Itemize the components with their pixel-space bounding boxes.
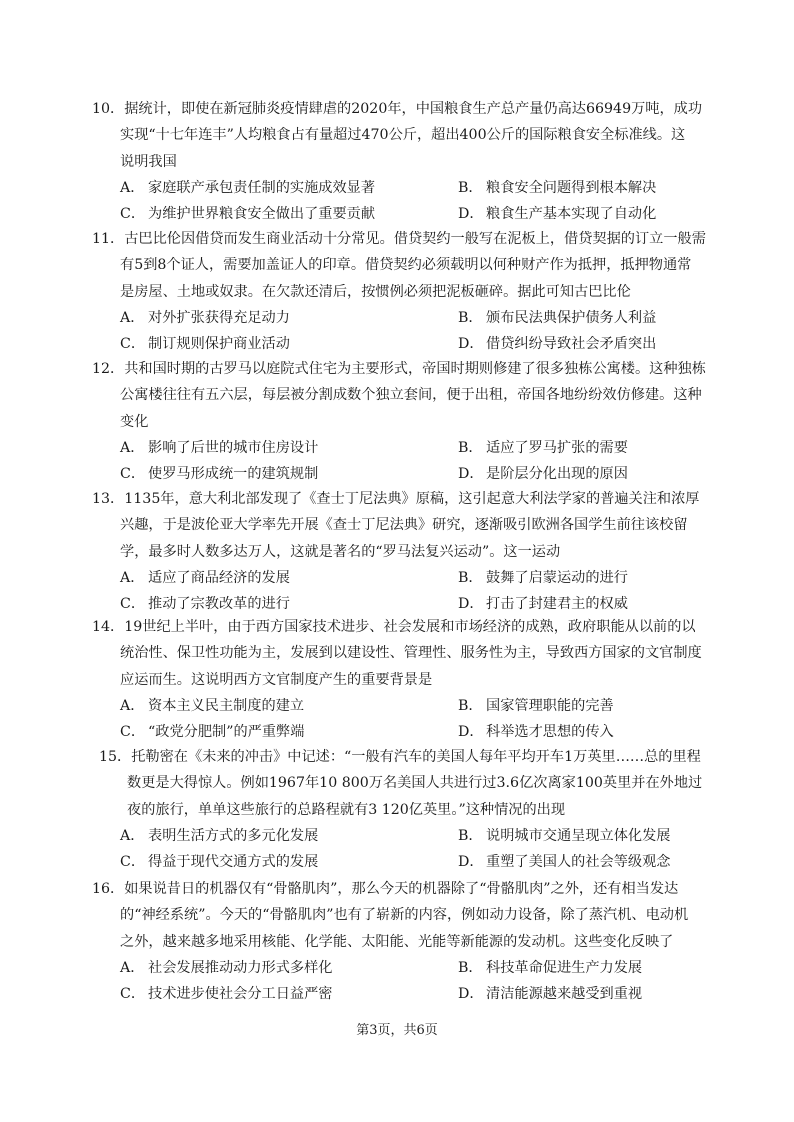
- stem-line: 有5到8个证人，需要加盖证人的印章。借贷契约必须载明以何种财产作为抵押，抵押物通常: [120, 257, 692, 274]
- option-b: B． 适应了罗马扩张的需要: [458, 440, 628, 457]
- question-stem: [92, 614, 717, 693]
- option-b: B． 鼓舞了启蒙运动的进行: [458, 570, 628, 587]
- question-11: [92, 226, 717, 357]
- question-stem: [92, 876, 717, 955]
- question-15: [99, 744, 724, 875]
- option-c: C． 推动了宗教改革的进行: [120, 596, 290, 613]
- option-d: D． 科举选才思想的传入: [458, 724, 614, 741]
- option-a: A． 家庭联产承包责任制的实施成效显著: [120, 180, 376, 197]
- question-stem: [92, 96, 717, 175]
- question-stem: [92, 356, 717, 435]
- option-b: B． 颁布民法典保护债务人利益: [458, 310, 657, 327]
- question-16: [92, 876, 717, 1007]
- option-list: [92, 565, 717, 617]
- option-c: C． 使罗马形成统一的建筑规制: [120, 466, 319, 483]
- question-14: [92, 614, 717, 745]
- stem-line: 应运而生。这说明西方文官制度产生的重要背景是: [120, 671, 433, 688]
- stem-line: 10．据统计，即使在新冠肺炎疫情肆虐的2020年，中国粮食生产总产量仍高达66949万吨，成功: [92, 101, 703, 117]
- option-b: B． 粮食安全问题得到根本解决: [458, 180, 657, 197]
- stem-line: 之外，越来越多地采用核能、化学能、太阳能、光能等新能源的发动机。这些变化反映了: [120, 933, 674, 950]
- option-c: C． 技术进步使社会分工日益严密: [120, 986, 333, 1003]
- stem-line: 公寓楼往往有五六层，每层被分割成数个独立套间，便于出租，帝国各地纷纷效仿修建。这种: [120, 387, 702, 404]
- stem-line: 统治性、保卫性功能为主，发展到以建设性、管理性、服务性为主，导致西方国家的文官制度: [120, 645, 702, 662]
- stem-line: 是房屋、土地或奴隶。在欠款还清后，按惯例必须把泥板砸碎。据此可知古巴比伦: [120, 283, 631, 300]
- option-d: D． 粮食生产基本实现了自动化: [458, 206, 657, 223]
- question-stem: [92, 486, 717, 565]
- option-a: A． 对外扩张获得充足动力: [120, 310, 290, 327]
- stem-line: 变化: [120, 413, 149, 430]
- option-a: A． 表明生活方式的多元化发展: [120, 828, 319, 845]
- question-stem: [99, 744, 724, 823]
- option-d: D． 清洁能源越来越受到重视: [458, 986, 643, 1003]
- option-c: C． 得益于现代交通方式的发展: [120, 854, 319, 871]
- option-list: [99, 823, 724, 875]
- option-d: D． 是阶层分化出现的原因: [458, 466, 628, 483]
- stem-line: 15．托勒密在《未来的冲击》中记述：“一般有汽车的美国人每年平均开车1万英里……总的里程: [99, 749, 701, 765]
- option-b: B． 国家管理职能的完善: [458, 698, 614, 715]
- option-b: B． 说明城市交通呈现立体化发展: [458, 828, 671, 845]
- question-stem: [92, 226, 717, 305]
- question-12: [92, 356, 717, 487]
- option-list: [92, 175, 717, 227]
- stem-line: 兴趣，于是波伦亚大学率先开展《查士丁尼法典》研究，逐渐吸引欧洲各国学生前往该校留: [120, 517, 688, 534]
- option-d: D． 借贷纠纷导致社会矛盾突出: [458, 336, 657, 353]
- question-10: [92, 96, 717, 227]
- option-c: C． “政党分肥制”的严重弊端: [120, 724, 305, 741]
- option-c: C． 为维护世界粮食安全做出了重要贡献: [120, 206, 376, 223]
- option-list: [92, 435, 717, 487]
- option-d: D． 打击了封建君主的权威: [458, 596, 628, 613]
- stem-line: 说明我国: [120, 153, 177, 170]
- stem-line: 实现“十七年连丰”人均粮食占有量超过470公斤，超出400公斤的国际粮食安全标准线。这: [120, 127, 686, 144]
- page-footer: 第3页，共6页: [356, 1023, 438, 1038]
- stem-line: 14．19世纪上半叶，由于西方国家技术进步、社会发展和市场经济的成熟，政府职能从以前的以: [92, 619, 696, 635]
- stem-line: 的“神经系统”。今天的“骨骼肌肉”也有了崭新的内容，例如动力设备，除了蒸汽机、电动机: [120, 907, 689, 924]
- option-list: [92, 693, 717, 745]
- option-list: [92, 305, 717, 357]
- option-list: [92, 955, 717, 1007]
- option-c: C． 制订规则保护商业活动: [120, 336, 290, 353]
- option-a: A． 社会发展推动动力形式多样化: [120, 960, 333, 977]
- option-a: A． 资本主义民主制度的建立: [120, 698, 305, 715]
- stem-line: 12．共和国时期的古罗马以庭院式住宅为主要形式，帝国时期则修建了很多独栋公寓楼。这种独栋: [92, 361, 706, 377]
- stem-line: 11．古巴比伦因借贷而发生商业活动十分常见。借贷契约一般写在泥板上，借贷契据的订立一般需: [92, 231, 706, 247]
- stem-line: 13．1135年，意大利北部发现了《查士丁尼法典》原稿，这引起意大利法学家的普遍关注和浓厚: [92, 491, 700, 507]
- option-d: D． 重塑了美国人的社会等级观念: [458, 854, 671, 871]
- option-b: B． 科技革命促进生产力发展: [458, 960, 643, 977]
- option-a: A． 影响了后世的城市住房设计: [120, 440, 319, 457]
- stem-line: 夜的旅行，单单这些旅行的总路程就有3 120亿英里。”这种情况的出现: [127, 801, 566, 818]
- stem-line: 数更是大得惊人。例如1967年10 800万名美国人共进行过3.6亿次离家100英里并在外地过: [127, 775, 703, 792]
- stem-line: 16．如果说昔日的机器仅有“骨骼肌肉”，那么今天的机器除了“骨骼肌肉”之外，还有相当发达: [92, 881, 679, 897]
- stem-line: 学，最多时人数多达万人，这就是著名的“罗马法复兴运动”。这一运动: [120, 543, 561, 560]
- question-13: [92, 486, 717, 617]
- option-a: A． 适应了商品经济的发展: [120, 570, 290, 587]
